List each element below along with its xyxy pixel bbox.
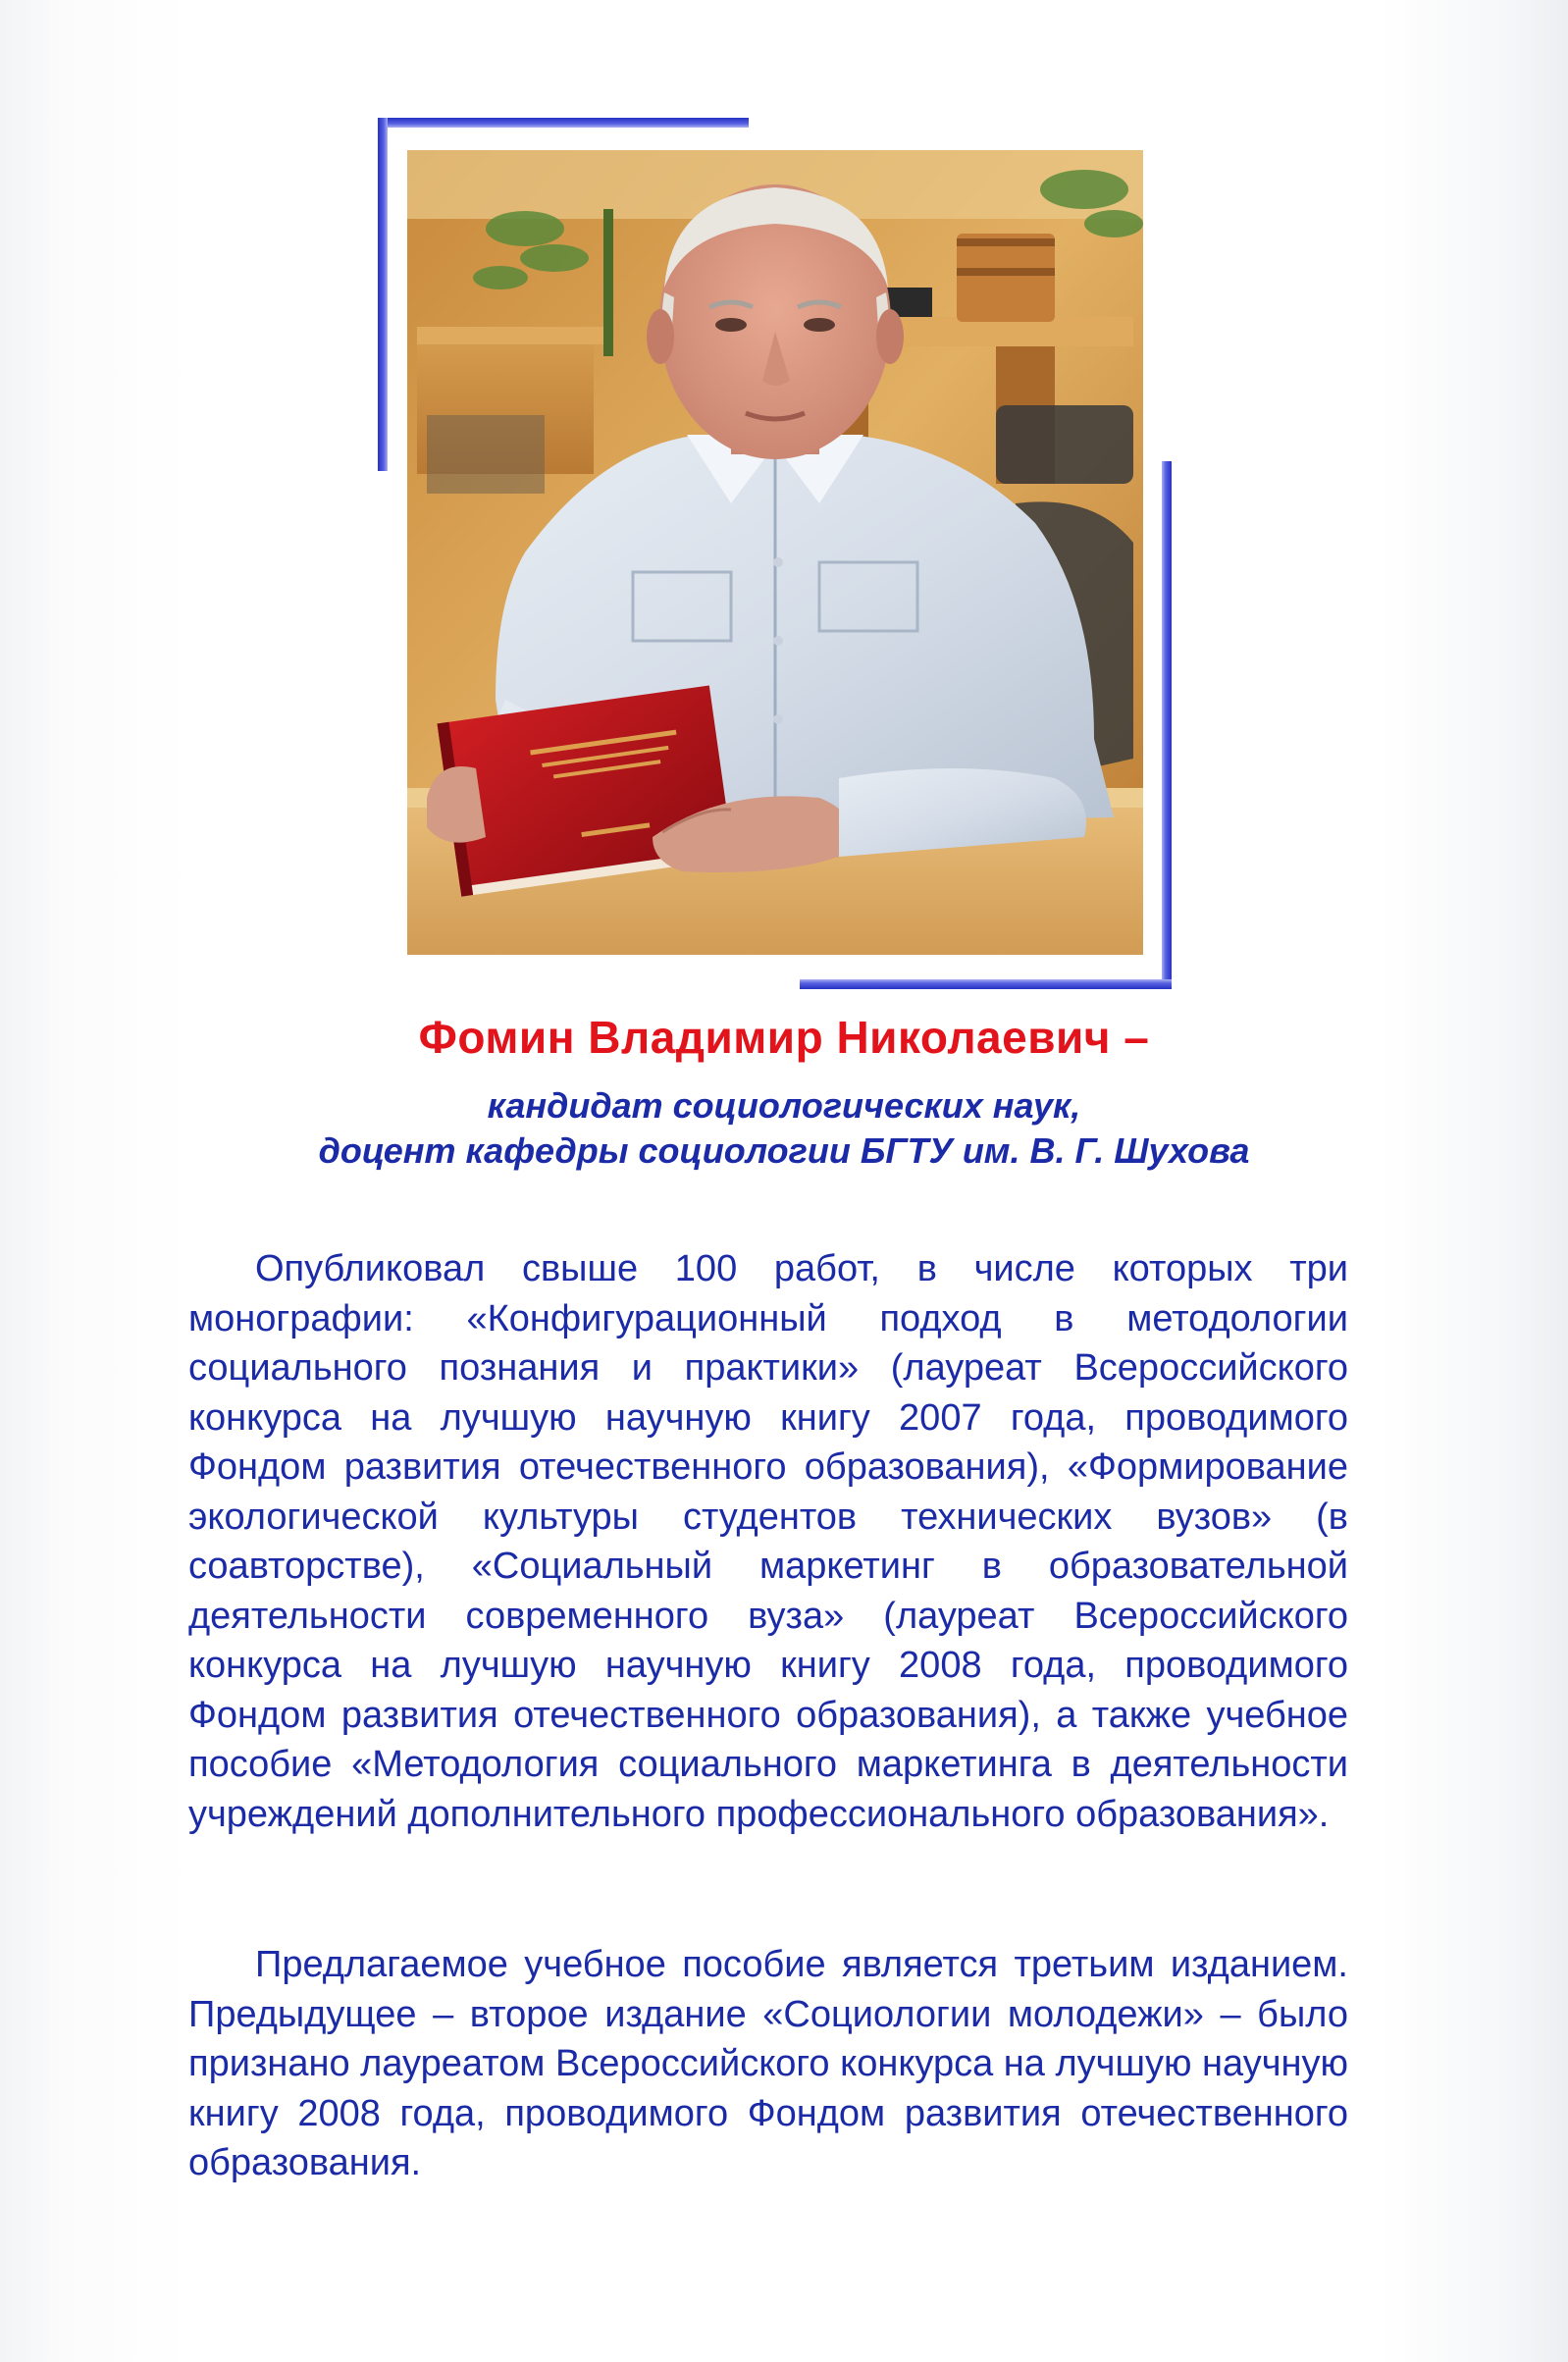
author-name-line: [0, 1011, 1568, 1064]
photo-frame-right: [1162, 461, 1172, 989]
author-name-dash: –: [1124, 1012, 1150, 1063]
photo-frame-bottom: [800, 979, 1172, 989]
biography-paragraph: Опубликовал свыше 100 работ, в числе которых три монографии: «Конфигурационный подход в методологии социального познания и практики» (лауреат Всероссийского конкурса на лучшую научную книгу 2007 года, проводимого Фондом развития отечественного образования), «Формирование экологической культуры студентов технических вузов» (в соавторстве), «Социальный маркетинг в образовательной деятельности современного вуза» (лауреат Всероссийского конкурса на лучшую научную книгу 2008 года, проводимого Фондом развития отечественного образования), а также учебное пособие «Методология социального маркетинга в деятельности учреждений дополнительного профессионального образования».: [188, 1248, 1348, 1835]
author-photo: [407, 150, 1143, 955]
edition-paragraph: Предлагаемое учебное пособие является третьим изданием. Предыдущее – второе издание «Социологии молодежи» – было признано лауреатом Всероссийского конкурса на лучшую научную книгу 2008 года, проводимого Фондом развития отечественного образования.: [188, 1944, 1348, 2183]
author-title-line-1: кандидат социологических наук,: [487, 1085, 1081, 1126]
author-name: Фомин Владимир Николаевич: [418, 1012, 1111, 1063]
photo-frame-top: [378, 118, 749, 128]
author-title-line-2: доцент кафедры социологии БГТУ им. В. Г. Шухова: [318, 1130, 1250, 1171]
photo-frame-left: [378, 118, 388, 471]
